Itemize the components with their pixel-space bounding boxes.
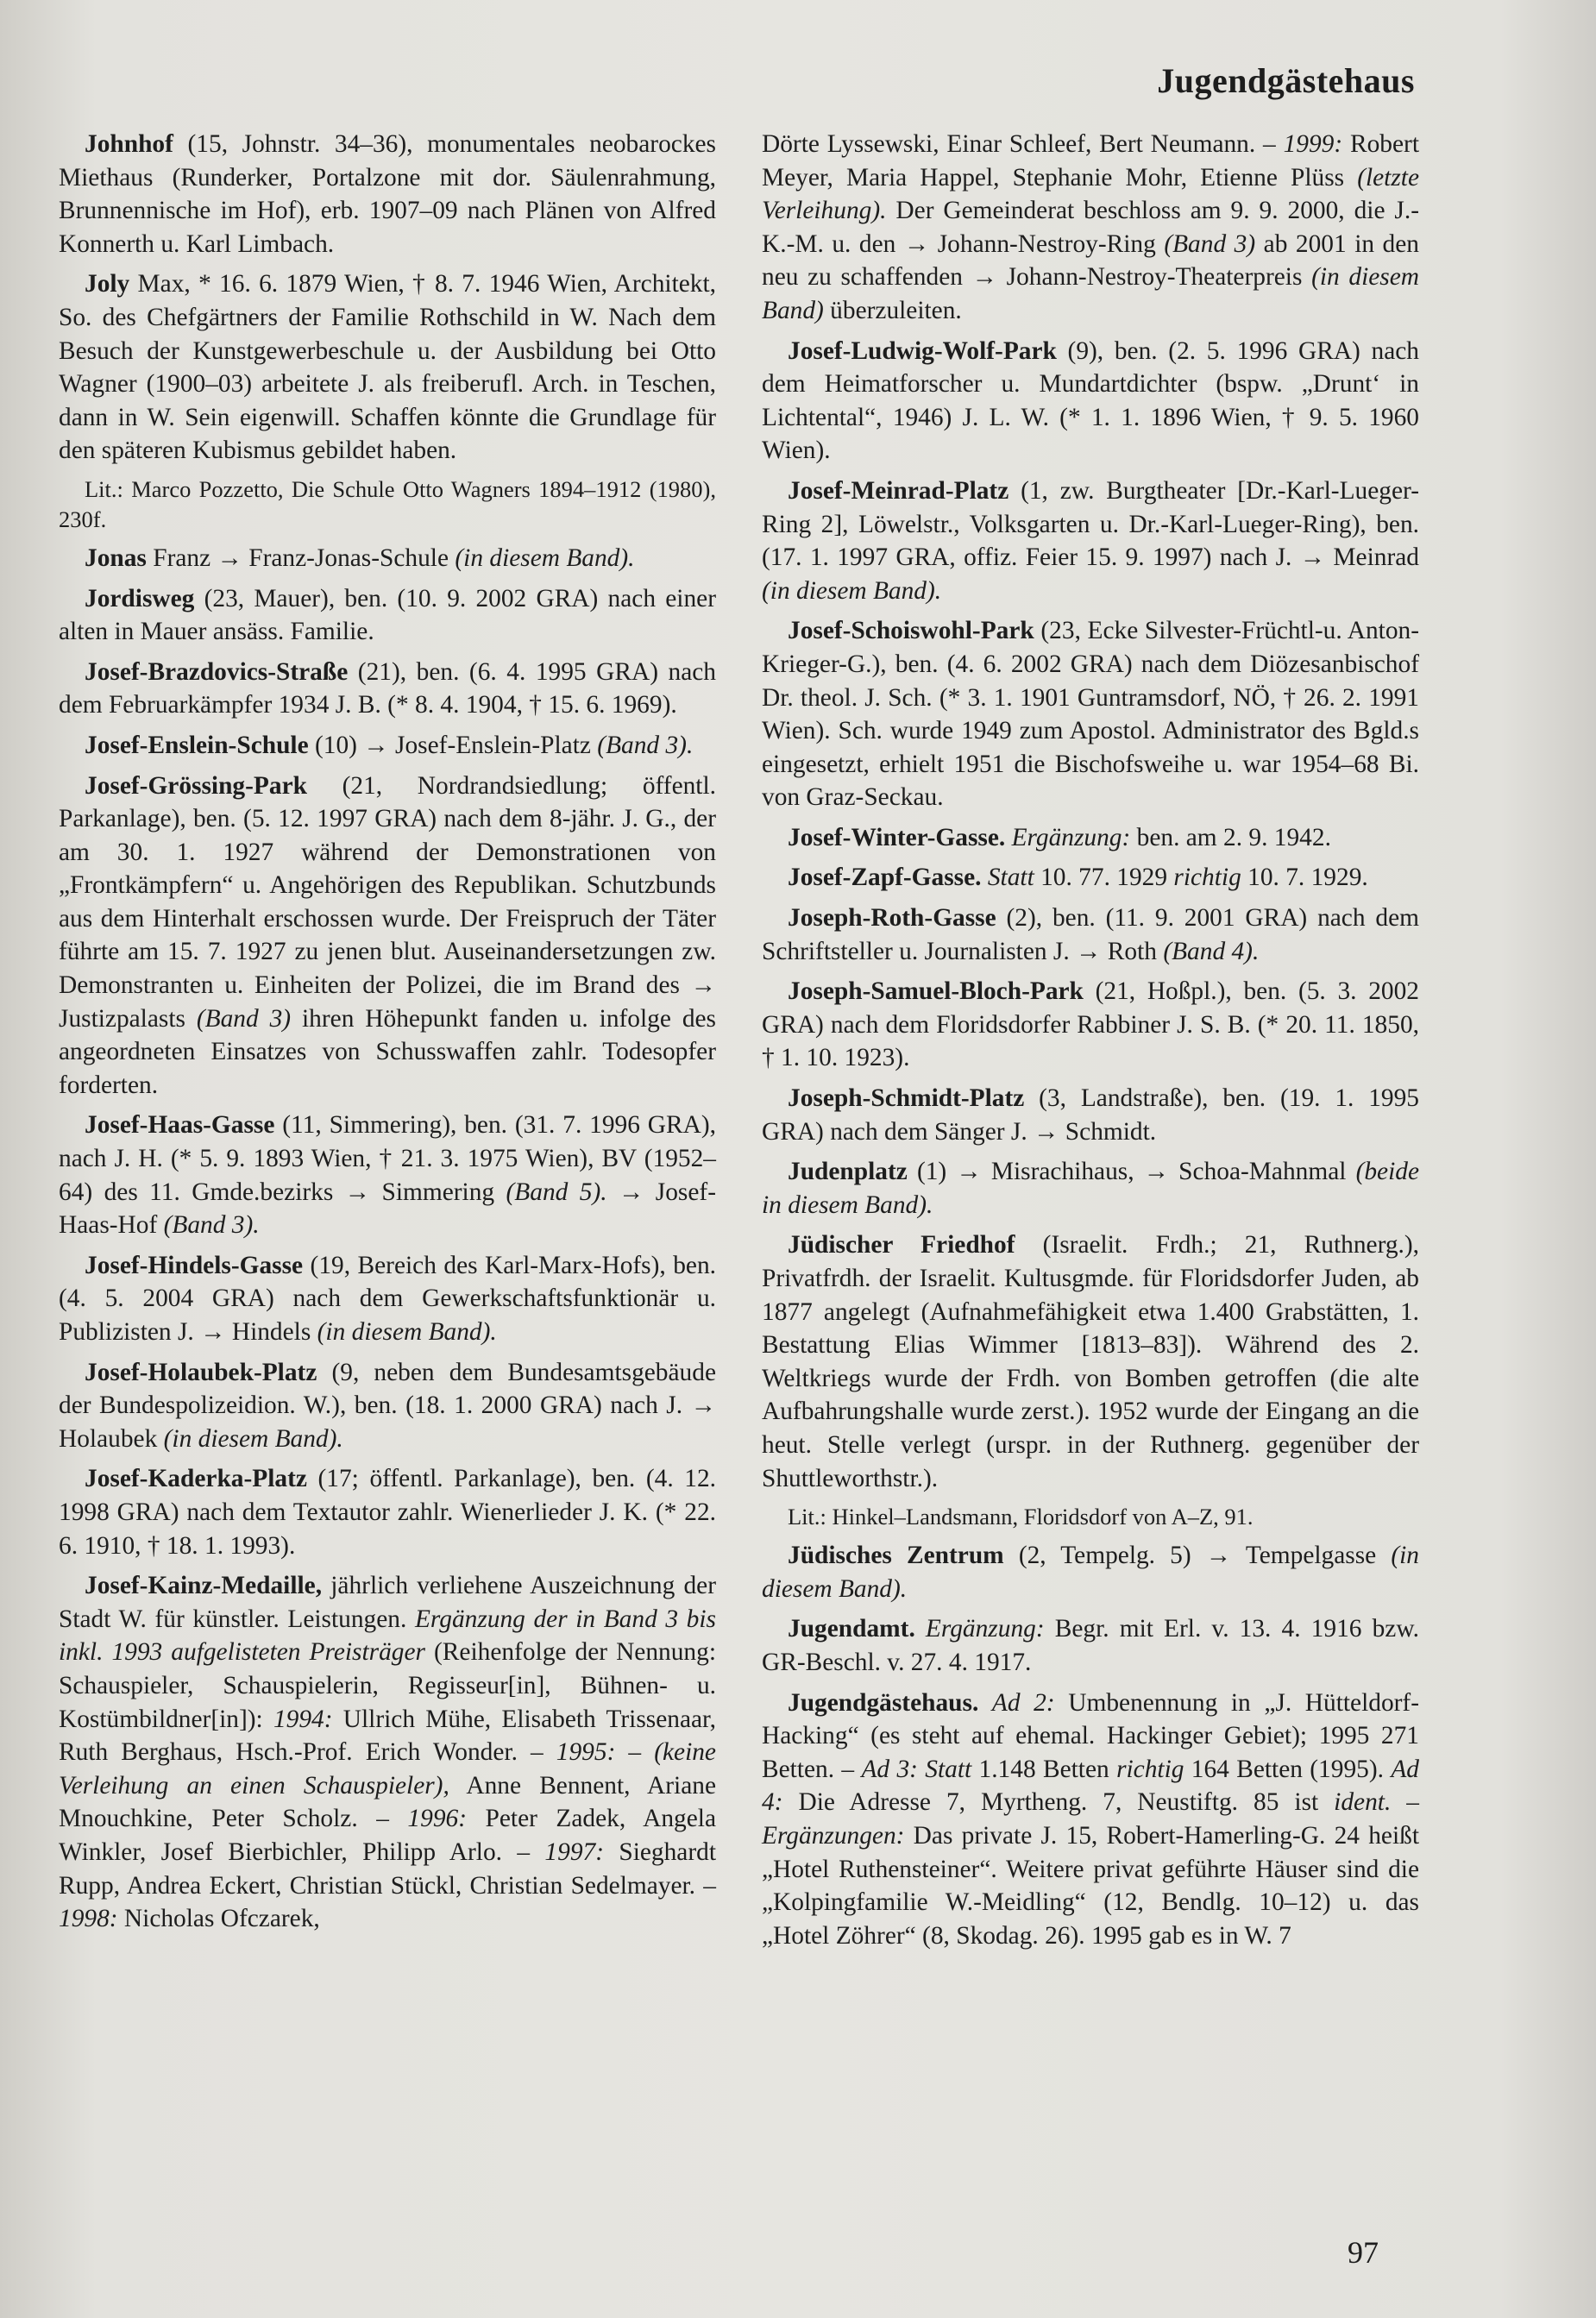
- entry-text-italic: (in diesem Band).: [455, 543, 635, 572]
- entry-text: Dörte Lyssewski, Einar Schleef, Bert Neumann. –: [762, 130, 1284, 158]
- entry-text-italic: 1997:: [544, 1837, 604, 1866]
- entry-text: jährlich verliehene Auszeichnung der Stadt W. für künstler. Leistungen.: [59, 1572, 716, 1633]
- entry-term: Josef-Haas-Gasse: [85, 1111, 275, 1140]
- entry-text-italic: (in diesem Band).: [762, 576, 942, 605]
- entry-term: Jordisweg: [85, 584, 195, 612]
- entry-term: Josef-Grössing-Park: [85, 771, 307, 800]
- entry-continuation: [762, 128, 1419, 328]
- entry-text: 10. 77. 1929: [1034, 864, 1174, 892]
- literature-reference: [59, 474, 716, 535]
- entry-term: Josef-Kaderka-Platz: [85, 1465, 307, 1493]
- lexicon-entry: [762, 335, 1419, 468]
- entry-text: Sieghardt Rupp, Andrea Eckert, Christian Stückl, Christian Sedelmayer. –: [59, 1837, 716, 1900]
- entry-text: 10. 7. 1929.: [1241, 864, 1368, 892]
- lexicon-entry: [59, 542, 716, 575]
- entry-text-italic: 1996:: [407, 1805, 467, 1833]
- entry-text-italic: Ergänzung der in Band 3 bis inkl. 1993 aufgelisteten Preisträger: [59, 1605, 716, 1667]
- entry-text-italic: ident.: [1334, 1788, 1392, 1817]
- entry-text: (Israelit. Frdh.; 21, Ruthnerg.), Privatfrdh. der Israelit. Kultusgmde. für Floridsdorfer Juden, ab 1877 angelegt (Aufnahmefähigkeit etwa 1.400 Grabstätten, 1. Bestattung Elias Wimmer [1813–83]). Während des 2. Weltkriegs wurde der Frdh. von Bomben getroffen (die alte Aufbahrungshalle wurde zerst.). 1952 wurde der Eingang an die heut. Stelle verlegt (urspr. in der Ruthnerg. gegenüber der Shuttleworthstr.).: [762, 1231, 1420, 1492]
- entry-text: → Josef-Haas-Hof: [59, 1178, 716, 1240]
- entry-term: Joseph-Samuel-Bloch-Park: [788, 977, 1084, 1006]
- entry-text: Der Gemeinderat beschloss am 9. 9. 2000, die J.-K.-M. u. den → Johann-Nestroy-Ring: [762, 197, 1419, 258]
- entry-text: (3, Landstraße), ben. (19. 1. 1995 GRA) nach dem Sänger J. → Schmidt.: [762, 1084, 1419, 1146]
- entry-text-italic: Ad 3:: [861, 1755, 918, 1783]
- entry-text: ben. am 2. 9. 1942.: [1130, 823, 1331, 851]
- lexicon-entry: [59, 1569, 716, 1936]
- entry-text-italic: (Band 3).: [597, 731, 694, 759]
- entry-text: 1.148 Betten: [971, 1755, 1117, 1783]
- lexicon-entry: [762, 821, 1419, 855]
- entry-term: Jugendamt.: [788, 1615, 915, 1643]
- entry-text: (10) → Josef-Enslein-Platz: [308, 731, 598, 759]
- entry-term: Judenplatz: [788, 1158, 908, 1186]
- entry-term: Josef-Holaubek-Platz: [85, 1358, 317, 1386]
- entry-text: ihren Höhepunkt fanden u. infolge des angeordneten Einsatzes von Schusswaffen zahlr. Todesopfer forderten.: [59, 1004, 716, 1099]
- entry-text: Robert Meyer, Maria Happel, Stephanie Mohr, Etienne Plüss: [762, 130, 1419, 192]
- running-header: Jugendgästehaus: [1157, 61, 1415, 100]
- lexicon-entry: [762, 1539, 1419, 1605]
- entry-text-italic: Statt: [987, 864, 1034, 892]
- lexicon-entry: [59, 770, 716, 1102]
- entry-text: (21, Hoßpl.), ben. (5. 3. 2002 GRA) nach dem Floridsdorfer Rabbiner J. S. B. (* 20. 11. 1850, † 1. 10. 1923).: [762, 977, 1419, 1072]
- lexicon-entry: [762, 975, 1419, 1075]
- entry-term: Josef-Brazdovics-Straße: [85, 657, 349, 686]
- entry-term: Josef-Hindels-Gasse: [85, 1251, 304, 1279]
- lexicon-entry: [59, 656, 716, 722]
- entry-text-italic: Ergänzung:: [1011, 823, 1131, 851]
- lexicon-entry: [762, 474, 1419, 607]
- entry-text: überzuleiten.: [823, 296, 962, 324]
- lexicon-entry: [762, 1687, 1419, 1953]
- lexicon-entry: [59, 267, 716, 468]
- entry-text: (15, Johnstr. 34–36), monumentales neobarockes Miethaus (Runderker, Portalzone mit dor. Säulenrahmung, Brunnennische im Hof), erb. 1907–09 nach Plänen von Alfred Konnerth u. Karl Limbach.: [59, 130, 716, 258]
- entry-text: [915, 1615, 926, 1643]
- lexicon-entry: [762, 1155, 1419, 1222]
- entry-text: ab 2001 in den neu zu schaffenden → Johann-Nestroy-Theaterpreis: [762, 229, 1419, 292]
- entry-text: (1) → Misrachihaus, → Schoa-Mahnmal: [907, 1158, 1356, 1186]
- entry-term: Josef-Zapf-Gasse.: [788, 864, 982, 892]
- lexicon-entry: [59, 1109, 716, 1241]
- entry-term: Jugendgästehaus.: [788, 1688, 979, 1717]
- entry-text: (11, Simmering), ben. (31. 7. 1996 GRA), nach J. H. (* 5. 9. 1893 Wien, † 21. 3. 1975 Wien), BV (1952–64) des 11. Gmde.bezirks → Simmering: [59, 1111, 716, 1206]
- entry-text: (23, Mauer), ben. (10. 9. 2002 GRA) nach einer alten in Mauer ansäss. Familie.: [59, 584, 716, 646]
- entry-term: Josef-Schoiswohl-Park: [788, 617, 1034, 645]
- right-column: [762, 128, 1419, 1959]
- entry-text: [982, 864, 988, 891]
- entry-text-italic: (Band 4).: [1163, 937, 1260, 965]
- entry-term: Johnhof: [85, 130, 173, 158]
- entry-text-italic: richtig: [1116, 1755, 1184, 1783]
- lexicon-entry: [762, 614, 1419, 814]
- lexicon-entry: [762, 1612, 1419, 1679]
- entry-text: (Reihenfolge der Nennung: Schauspieler, Schauspielerin, Regisseur[in], Bühnen- u. Kostümbildner[in]):: [59, 1638, 716, 1733]
- lexicon-entry: [762, 1228, 1419, 1495]
- lexicon-entry: [762, 901, 1419, 968]
- entry-text-italic: 1998:: [59, 1905, 118, 1933]
- entry-text: (9), ben. (2. 5. 1996 GRA) nach dem Heimatforscher u. Mundartdichter (bspw. „Drunt‘ in Lichtental“, 1946) J. L. W. (* 1. 1. 1896 Wien, † 9. 5. 1960 Wien).: [762, 336, 1419, 465]
- entry-text-italic: (Band 3): [196, 1004, 292, 1033]
- entry-term: Jüdischer Friedhof: [788, 1231, 1015, 1260]
- entry-text: (1, zw. Burgtheater [Dr.-Karl-Lueger-Ring 2], Löwelstr., Volksgarten u. Dr.-Karl-Lueger-Ring), ben. (17. 1. 1997 GRA, offiz. Feier 15. 9. 1997) nach J. → Meinrad: [762, 476, 1419, 572]
- entry-text: (19, Bereich des Karl-Marx-Hofs), ben. (4. 5. 2004 GRA) nach dem Gewerkschaftsfunktionär u. Publizisten J. → Hindels: [59, 1251, 716, 1346]
- lexicon-entry: [59, 1356, 716, 1456]
- entry-text-italic: Ergänzung:: [925, 1615, 1045, 1643]
- entry-text-italic: 1999:: [1283, 130, 1343, 158]
- entry-text: Peter Zadek, Angela Winkler, Josef Bierbichler, Philipp Arlo. –: [59, 1805, 716, 1866]
- lexicon-entry: [59, 1249, 716, 1349]
- entry-term: Josef-Kainz-Medaille,: [85, 1572, 323, 1600]
- entry-text: 164 Betten (1995).: [1184, 1755, 1392, 1783]
- entry-text: Ullrich Mühe, Elisabeth Trissenaar, Ruth Berghaus, Hsch.-Prof. Erich Wonder. –: [59, 1705, 716, 1767]
- literature-reference: [762, 1502, 1419, 1532]
- entry-term: Joly: [85, 270, 130, 298]
- entry-term: Josef-Winter-Gasse.: [788, 823, 1006, 851]
- entry-text: Umbenennung in „J. Hütteldorf-Hacking“ (es steht auf ehemal. Hackinger Gebiet); 1995 271 Betten. –: [762, 1688, 1419, 1783]
- entry-text: Anne Bennent, Ariane Mnouchkine, Peter Scholz. –: [59, 1771, 716, 1833]
- entry-text: Lit.: Hinkel–Landsmann, Floridsdorf von A–Z, 91.: [788, 1504, 1254, 1530]
- entry-term: Josef-Meinrad-Platz: [788, 476, 1009, 505]
- entry-text: (21), ben. (6. 4. 1995 GRA) nach dem Februarkämpfer 1934 J. B. (* 8. 4. 1904, † 15. 6. 1969).: [59, 657, 716, 719]
- entry-text: (9, neben dem Bundesamtsgebäude der Bundespolizeidion. W.), ben. (18. 1. 2000 GRA) nach J. → Holaubek: [59, 1358, 716, 1453]
- entry-term: Joseph-Roth-Gasse: [788, 904, 996, 933]
- entry-text-italic: (in diesem Band).: [163, 1424, 343, 1453]
- entry-term: Josef-Ludwig-Wolf-Park: [788, 336, 1057, 365]
- entry-text: (21, Nordrandsiedlung; öffentl. Parkanlage), ben. (5. 12. 1997 GRA) nach dem 8-jähr. J. G., der am 30. 1. 1927 während der Demonstrationen von „Frontkämpfern“ u. Angehörigen des Republikan. Schutzbunds aus dem Hinterhalt erschossen wurde. Der Freispruch der Täter führte am 15. 7. 1927 zu jenen blut. Auseinandersetzungen zw. Demonstranten u. Einheiten der Polizei, die im Brand des → Justizpalasts: [59, 771, 716, 1033]
- entry-text-italic: (beide in diesem Band).: [762, 1158, 1419, 1219]
- entry-text-italic: (Band 3): [1164, 229, 1256, 258]
- lexicon-entry: [762, 1082, 1419, 1148]
- lexicon-entry: [59, 729, 716, 763]
- lexicon-entry: [59, 1462, 716, 1562]
- entry-text: (2), ben. (11. 9. 2001 GRA) nach dem Schriftsteller u. Journalisten J. → Roth: [762, 904, 1419, 965]
- entry-text-italic: (in diesem Band).: [317, 1318, 497, 1346]
- entry-text-italic: richtig: [1173, 864, 1241, 892]
- entry-text-italic: (in diesem Band): [762, 263, 1419, 324]
- entry-text-italic: (in diesem Band).: [762, 1542, 1419, 1603]
- lexicon-entry: [59, 128, 716, 261]
- left-column: [59, 128, 716, 1943]
- entry-text-italic: Ad 2:: [991, 1688, 1055, 1717]
- entry-text: (23, Ecke Silvester-Früchtl-u. Anton-Krieger-G.), ben. (4. 6. 2002 GRA) nach dem Diözesanbischof Dr. theol. J. Sch. (* 3. 1. 1901 Guntramsdorf, NÖ, † 26. 2. 1991 Wien). Sch. wurde 1949 zum Apostol. Administrator des Bgld.s eingesetzt, erhielt 1951 die Bischofsweihe u. war 1954–68 Bi. von Graz-Seckau.: [762, 617, 1419, 812]
- entry-text-italic: Statt: [925, 1755, 972, 1783]
- entry-text: Die Adresse 7, Myrtheng. 7, Neustiftg. 85 ist: [782, 1788, 1335, 1817]
- entry-text-italic: 1994:: [273, 1705, 333, 1733]
- entry-text: (2, Tempelg. 5) → Tempelgasse: [1003, 1542, 1392, 1570]
- lexicon-entry: [762, 861, 1419, 895]
- entry-term: Jonas: [85, 543, 147, 572]
- entry-text-italic: (Band 5).: [506, 1178, 607, 1206]
- entry-text-italic: Ergänzungen:: [762, 1821, 905, 1850]
- entry-text: Max, * 16. 6. 1879 Wien, † 8. 7. 1946 Wien, Architekt, So. des Chefgärtners der Familie Rothschild in W. Nach dem Besuch der Kunstgewerbeschule u. der Ausbildung bei Otto Wagner (1900–03) arbeitete J. als freiberufl. Arch. in Teschen, dann in W. Sein eigenwill. Schaffen könnte die Grundlage für den späteren Kubismus gebildet haben.: [59, 270, 716, 465]
- entry-text: Nicholas Ofczarek,: [117, 1905, 320, 1933]
- entry-term: Josef-Enslein-Schule: [85, 731, 309, 759]
- entry-text: Begr. mit Erl. v. 13. 4. 1916 bzw. GR-Beschl. v. 27. 4. 1917.: [762, 1615, 1419, 1676]
- entry-text: Lit.: Marco Pozzetto, Die Schule Otto Wagners 1894–1912 (1980), 230f.: [59, 475, 716, 532]
- entry-text-italic: (Band 3).: [163, 1211, 260, 1240]
- lexicon-entry: [59, 582, 716, 649]
- entry-text-italic: (letzte Verleihung).: [762, 163, 1419, 225]
- page-number: 97: [1348, 2235, 1379, 2270]
- entry-term: Joseph-Schmidt-Platz: [788, 1084, 1025, 1113]
- entry-text-italic: Ad 4:: [762, 1755, 1419, 1817]
- entry-text: [978, 1689, 992, 1717]
- entry-text: Das private J. 15, Robert-Hamerling-G. 24 heißt „Hotel Ruthensteiner“. Weitere privat geführte Häuser sind die „Kolpingfamilie W.-Meidling“ (12, Bendlg. 10–12) u. das „Hotel Zöhrer“ (8, Skodag. 26). 1995 gab es in W. 7: [762, 1821, 1419, 1950]
- entry-text: Franz → Franz-Jonas-Schule: [146, 543, 456, 572]
- entry-text-italic: 1995: – (keine Verleihung an einen Schauspieler),: [59, 1738, 716, 1800]
- entry-text: (17; öffentl. Parkanlage), ben. (4. 12. 1998 GRA) nach dem Textautor zahlr. Wienerlieder J. K. (* 22. 6. 1910, † 18. 1. 1993).: [59, 1465, 716, 1560]
- entry-text: [1005, 824, 1011, 851]
- entry-term: Jüdisches Zentrum: [788, 1542, 1004, 1570]
- entry-text: –: [1391, 1788, 1419, 1817]
